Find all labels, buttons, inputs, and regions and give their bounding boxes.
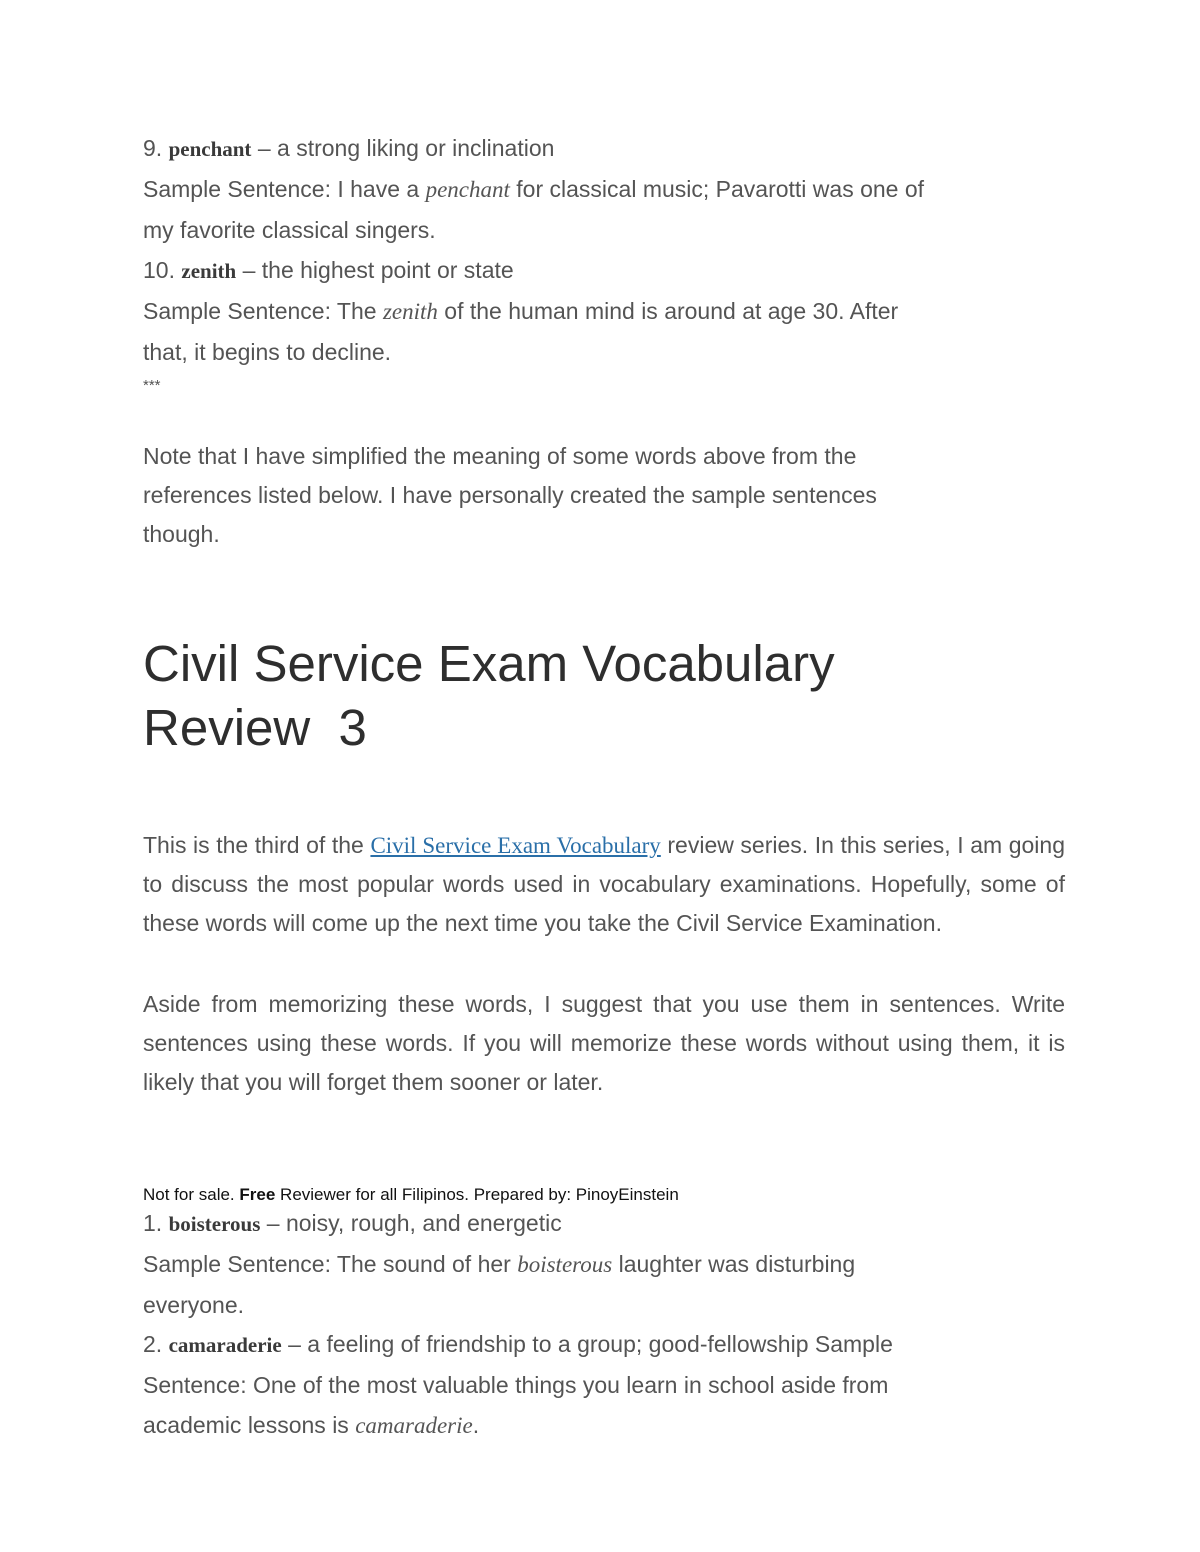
note-paragraph (143, 436, 877, 554)
note-line: Note that I have simplified the meaning of some words above from the (143, 443, 857, 469)
vocab-definition: – the highest point or state (242, 257, 514, 283)
intro-text: review series. In this series, I am going to discuss the most popular words used in vocabulary examinations. Hopefully, some of these words will come up the next time you take the Civil Service Examination. (143, 832, 1066, 936)
sample-sentence (143, 1244, 855, 1285)
vocab-term-line (143, 1324, 893, 1365)
note-line: references listed below. I have personally created the sample sentences (143, 482, 877, 508)
vocab-term: penchant (168, 137, 252, 161)
sample-term: boisterous (517, 1252, 613, 1277)
note-line: though. (143, 521, 220, 547)
vocab-item-camaraderie (143, 1324, 893, 1446)
vocab-term: camaraderie (168, 1333, 282, 1357)
sample-sentence-text: Sample Sentence: The sound of her (143, 1251, 511, 1277)
sample-sentence-text: academic lessons is (143, 1412, 349, 1438)
item-number: 10. (143, 257, 175, 283)
intro-paragraph (143, 826, 1065, 943)
sample-sentence-cont: everyone. (143, 1292, 245, 1318)
item-number: 1. (143, 1210, 163, 1236)
sample-term: zenith (382, 299, 438, 324)
sample-sentence (143, 291, 898, 332)
vocabulary-series-link[interactable]: Civil Service Exam Vocabulary (370, 833, 661, 858)
vocab-term: zenith (181, 259, 237, 283)
advice-paragraph: Aside from memorizing these words, I suggest that you use them in sentences. Write sentences using these words. If you will memorize these words without using them, it is likely that you will forget them sooner or later. (143, 991, 1065, 1095)
vocab-term-line (143, 250, 898, 291)
page-title-line: Civil Service Exam Vocabulary (143, 635, 835, 692)
sample-sentence-text: of the human mind is around at age 30. After (444, 298, 899, 324)
intro-text: This is the third of the (143, 832, 364, 858)
vocab-definition: – a strong liking or inclination (257, 135, 555, 161)
sample-sentence-text: . (472, 1412, 480, 1438)
footer-text: Reviewer for all Filipinos. Prepared by: PinoyEinstein (280, 1185, 679, 1204)
vocab-term-line (143, 1203, 855, 1244)
footer-text: Not for sale. (143, 1185, 235, 1204)
vocab-definition: – noisy, rough, and energetic (266, 1210, 562, 1236)
vocab-term-line (143, 128, 924, 169)
vocab-item-boisterous (143, 1203, 855, 1325)
sample-sentence-text: laughter was disturbing (618, 1251, 856, 1277)
sample-sentence-text: for classical music; Pavarotti was one of (516, 176, 925, 202)
sample-sentence-cont: my favorite classical singers. (143, 217, 436, 243)
sample-sentence-text: Sample Sentence: The (143, 298, 377, 324)
section-separator: *** (143, 377, 161, 394)
sample-sentence: Sentence: One of the most valuable things you learn in school aside from (143, 1372, 889, 1398)
vocab-item-zenith (143, 250, 898, 372)
sample-term: camaraderie (355, 1413, 473, 1438)
sample-sentence-cont (143, 1405, 893, 1446)
page-title-line: Review 3 (143, 699, 367, 756)
vocab-term: boisterous (168, 1212, 261, 1236)
vocab-definition: – a feeling of friendship to a group; good-fellowship Sample (288, 1331, 893, 1357)
sample-term: penchant (425, 177, 510, 202)
item-number: 2. (143, 1331, 163, 1357)
page-title (143, 632, 1123, 760)
item-number: 9. (143, 135, 163, 161)
sample-sentence-cont: that, it begins to decline. (143, 339, 392, 365)
sample-sentence-text: Sample Sentence: I have a (143, 176, 420, 202)
sample-sentence (143, 169, 924, 210)
vocab-item-penchant (143, 128, 924, 250)
footer-bold-text: Free (239, 1185, 276, 1204)
